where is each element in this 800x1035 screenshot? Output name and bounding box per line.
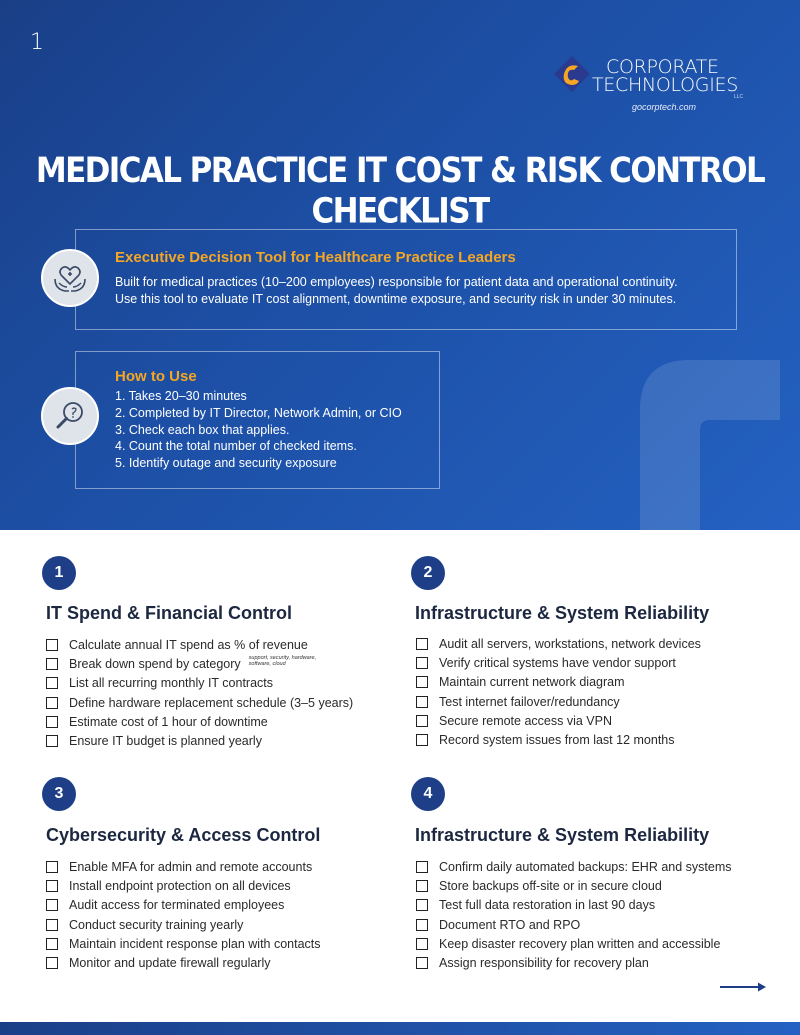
checklist-item-label: List all recurring monthly IT contracts: [69, 676, 274, 691]
checkbox[interactable]: [46, 658, 58, 670]
how-to-steps: [115, 388, 402, 472]
checklist-item[interactable]: [416, 915, 732, 934]
checklist-item[interactable]: [416, 857, 732, 876]
checklist-item-label: Estimate cost of 1 hour of downtime: [69, 714, 268, 729]
checklist-item-label: Install endpoint protection on all devices: [69, 878, 291, 893]
checklist-item-label: Document RTO and RPO: [439, 917, 581, 932]
checkbox[interactable]: [416, 938, 428, 950]
checklist-item[interactable]: [416, 934, 732, 953]
page-title: MEDICAL PRACTICE IT COST & RISK CONTROL CHECKLIST: [35, 150, 765, 232]
checklist-item[interactable]: [416, 953, 732, 972]
checkbox[interactable]: [46, 938, 58, 950]
checklist-item[interactable]: [416, 876, 732, 895]
how-to-heading: How to Use: [115, 368, 197, 385]
section-4-title: Infrastructure & System Reliability: [415, 825, 710, 845]
checklist-item-label: Break down spend by category: [69, 656, 241, 671]
checklist-item-label: Test full data restoration in last 90 days: [439, 898, 656, 913]
checkbox[interactable]: [416, 657, 428, 669]
section-4-checklist: [416, 857, 732, 973]
checklist-item[interactable]: [416, 711, 701, 730]
checkbox[interactable]: [416, 734, 428, 746]
checklist-item-label: Test internet failover/redundancy: [439, 694, 620, 709]
checklist-item[interactable]: [416, 653, 701, 672]
checklist-item[interactable]: [46, 876, 321, 895]
checklist-item-label: Maintain incident response plan with contacts: [69, 936, 321, 951]
section-2-number: 2: [411, 556, 445, 590]
how-to-step: 5. Identify outage and security exposure: [115, 456, 337, 471]
checklist-item-label: Record system issues from last 12 months: [439, 733, 675, 748]
checkbox[interactable]: [416, 861, 428, 873]
how-to-step: 2. Completed by IT Director, Network Admin, or CIO: [115, 405, 402, 420]
logo-name-line1: CORPORATE: [606, 56, 719, 78]
checkbox[interactable]: [416, 715, 428, 727]
checkbox[interactable]: [46, 957, 58, 969]
checklist-item[interactable]: [416, 673, 701, 692]
section-3-checklist: [46, 857, 321, 973]
checklist-item[interactable]: [46, 712, 353, 731]
how-to-step: 1. Takes 20–30 minutes: [115, 389, 247, 403]
checklist-item-label: Confirm daily automated backups: EHR and systems: [439, 859, 732, 874]
intro-text: [115, 274, 678, 308]
intro-line-2: Use this tool to evaluate IT cost alignment, downtime exposure, and security risk in under 30 minutes.: [115, 292, 677, 306]
section-2-checklist: [416, 634, 701, 750]
checklist-item[interactable]: [46, 693, 353, 712]
checklist-item[interactable]: [46, 896, 321, 915]
checklist-item[interactable]: [46, 857, 321, 876]
checkbox[interactable]: [46, 899, 58, 911]
checkbox[interactable]: [46, 735, 58, 747]
checklist-item[interactable]: [46, 953, 321, 972]
section-1-number: 1: [42, 556, 76, 590]
intro-line-1: Built for medical practices (10–200 employees) responsible for patient data and operational continuity.: [115, 275, 678, 289]
logo-suffix: LLC: [734, 94, 744, 100]
logo-name-line2: TECHNOLOGIES: [592, 74, 738, 96]
section-1-title: IT Spend & Financial Control: [46, 603, 293, 623]
checklist-item-label: Store backups off-site or in secure cloud: [439, 878, 662, 893]
how-to-step: 4. Count the total number of checked items.: [115, 439, 357, 454]
checkbox[interactable]: [46, 697, 58, 709]
checklist-item-label: Monitor and update firewall regularly: [69, 956, 271, 971]
page-number: 1: [30, 30, 44, 55]
checklist-item-label: Keep disaster recovery plan written and accessible: [439, 936, 721, 951]
section-3-number: 3: [42, 777, 76, 811]
checklist-item-label: Assign responsibility for recovery plan: [439, 956, 649, 971]
checklist-item-label: Define hardware replacement schedule (3–5 years): [69, 695, 354, 710]
checkbox[interactable]: [46, 639, 58, 651]
website-link[interactable]: gocorptech.com: [632, 102, 697, 112]
checkbox[interactable]: [416, 957, 428, 969]
checkbox[interactable]: [416, 638, 428, 650]
checklist-item-label: Ensure IT budget is planned yearly: [69, 734, 262, 749]
how-to-step: 3. Check each box that applies.: [115, 422, 290, 437]
checklist-item-label: Maintain current network diagram: [439, 675, 625, 690]
checkbox[interactable]: [416, 899, 428, 911]
checklist-item-label: Calculate annual IT spend as % of revenue: [69, 637, 308, 652]
logo-watermark-icon: [630, 350, 800, 530]
arrow-right-icon[interactable]: [720, 981, 768, 993]
checklist-item[interactable]: [46, 635, 353, 654]
checklist-item[interactable]: [46, 674, 353, 693]
checkbox[interactable]: [416, 880, 428, 892]
checklist-item[interactable]: [46, 731, 353, 750]
checkbox[interactable]: [416, 696, 428, 708]
checkbox[interactable]: [46, 880, 58, 892]
logo-mark-icon: [552, 54, 592, 94]
checkbox[interactable]: [416, 676, 428, 688]
checkbox[interactable]: [46, 677, 58, 689]
checklist-item-label: Verify critical systems have vendor support: [439, 655, 676, 670]
checklist-item[interactable]: [416, 896, 732, 915]
category-note: support, security, hardware, software, cloud: [248, 654, 317, 667]
magnifier-icon: [41, 387, 99, 445]
checklist-item-label: Conduct security training yearly: [69, 917, 244, 932]
checklist-item[interactable]: [416, 730, 701, 749]
checkbox[interactable]: [46, 919, 58, 931]
checklist-item[interactable]: [416, 634, 701, 653]
checklist-item-label: Enable MFA for admin and remote accounts: [69, 859, 313, 874]
checklist-item[interactable]: [46, 915, 321, 934]
section-2-title: Infrastructure & System Reliability: [415, 603, 710, 623]
checkbox[interactable]: [46, 861, 58, 873]
footer-bar: [0, 1022, 800, 1035]
intro-heading: Executive Decision Tool for Healthcare Practice Leaders: [115, 249, 516, 266]
heart-hands-icon: [41, 249, 99, 307]
checklist-item-label: Audit access for terminated employees: [69, 898, 285, 913]
checkbox[interactable]: [416, 919, 428, 931]
checklist-item[interactable]: [416, 692, 701, 711]
checklist-item[interactable]: [46, 934, 321, 953]
checklist-item-label: Audit all servers, workstations, network devices: [439, 636, 701, 651]
section-3-title: Cybersecurity & Access Control: [46, 825, 321, 845]
section-1-checklist: [46, 635, 353, 751]
checklist-item[interactable]: [46, 654, 353, 673]
checklist-item-label: Secure remote access via VPN: [439, 713, 612, 728]
section-4-number: 4: [411, 777, 445, 811]
checkbox[interactable]: [46, 716, 58, 728]
